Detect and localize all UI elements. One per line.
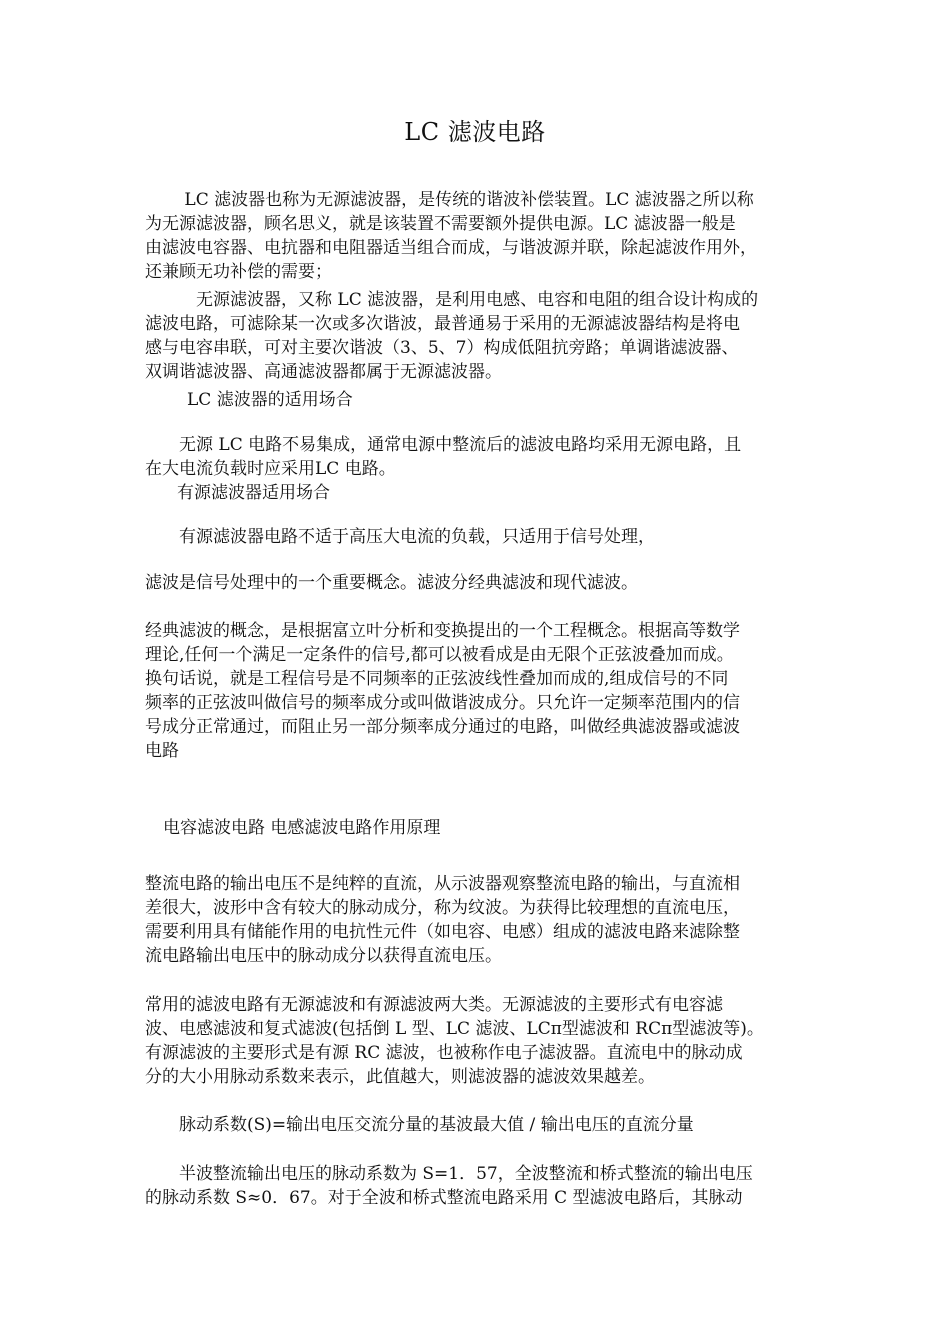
page-title: LC 滤波电路 [404, 118, 546, 146]
text-line: 流电路输出电压中的脉动成分以获得直流电压。 [145, 946, 502, 966]
text-line: 滤波电路，可滤除某一次或多次谐波，最普通易于采用的无源滤波器结构是将电 [145, 314, 740, 334]
text-line: 号成分正常通过，而阻止另一部分频率成分通过的电路，叫做经典滤波器或滤波 [145, 717, 740, 737]
text-line: 差很大，波形中含有较大的脉动成分，称为纹波。为获得比较理想的直流电压， [145, 898, 740, 918]
text-line: 在大电流负载时应采用LC 电路。 [145, 459, 396, 479]
text-line: 整流电路的输出电压不是纯粹的直流，从示波器观察整流电路的输出，与直流相 [145, 874, 740, 894]
text-line: 脉动系数(S)=输出电压交流分量的基波最大值 / 输出电压的直流分量 [145, 1115, 694, 1135]
text-line: 半波整流输出电压的脉动系数为 S=1．57，全波整流和桥式整流的输出电压 [145, 1164, 753, 1184]
text-line: 感与电容串联，可对主要次谐波（3、5、7）构成低阻抗旁路；单调谐滤波器、 [145, 338, 739, 358]
text-line: 无源 LC 电路不易集成，通常电源中整流后的滤波电路均采用无源电路，且 [145, 435, 742, 455]
paragraph-filter-concept [145, 571, 813, 595]
text-line: LC 滤波器也称为无源滤波器，是传统的谐波补偿装置。LC 滤波器之所以称 [145, 190, 754, 210]
paragraph-active-usage [145, 525, 813, 549]
text-line: 波、电感滤波和复式滤波(包括倒 L 型、LC 滤波、LCπ型滤波和 RCπ型滤波等)。 [145, 1019, 764, 1039]
heading-lc-usage: LC 滤波器的适用场合 [187, 390, 353, 410]
text-line: 理论,任何一个满足一定条件的信号,都可以被看成是由无限个正弦波叠加而成。 [145, 645, 734, 665]
text-line: 还兼顾无功补偿的需要； [145, 262, 332, 282]
paragraph-lc-intro [145, 188, 813, 284]
text-line: 滤波是信号处理中的一个重要概念。滤波分经典滤波和现代滤波。 [145, 573, 638, 593]
heading-active-usage: 有源滤波器适用场合 [177, 483, 330, 503]
text-line: 由滤波电容器、电抗器和电阻器适当组合而成，与谐波源并联，除起滤波作用外， [145, 238, 757, 258]
heading-principle: 电容滤波电路 电感滤波电路作用原理 [163, 818, 441, 838]
text-line: 需要利用具有储能作用的电抗性元件（如电容、电感）组成的滤波电路来滤除整 [145, 922, 740, 942]
text-line: 常用的滤波电路有无源滤波和有源滤波两大类。无源滤波的主要形式有电容滤 [145, 995, 723, 1015]
text-line: 频率的正弦波叫做信号的频率成分或叫做谐波成分。只允许一定频率范围内的信 [145, 693, 740, 713]
text-line: 的脉动系数 S≈0．67。对于全波和桥式整流电路采用 C 型滤波电路后，其脉动 [145, 1188, 743, 1208]
text-line: 电路 [145, 741, 179, 761]
paragraph-ripple-values [145, 1162, 813, 1210]
text-line: 双调谐滤波器、高通滤波器都属于无源滤波器。 [145, 362, 502, 382]
formula-ripple-factor [145, 1113, 813, 1137]
paragraph-rectifier-output [145, 872, 813, 968]
text-line: 无源滤波器，又称 LC 滤波器，是利用电感、电容和电阻的组合设计构成的 [145, 290, 759, 310]
text-line: 为无源滤波器，顾名思义，就是该装置不需要额外提供电源。LC 滤波器一般是 [145, 214, 736, 234]
paragraph-lc-usage [145, 433, 813, 481]
text-line: 换句话说，就是工程信号是不同频率的正弦波线性叠加而成的,组成信号的不同 [145, 669, 729, 689]
paragraph-passive-filter [145, 288, 813, 384]
text-line: 有源滤波器电路不适于高压大电流的负载，只适用于信号处理， [145, 527, 655, 547]
paragraph-filter-types [145, 993, 813, 1089]
text-line: 分的大小用脉动系数来表示，此值越大，则滤波器的滤波效果越差。 [145, 1067, 655, 1087]
paragraph-classic-filter [145, 619, 813, 763]
text-line: 经典滤波的概念，是根据富立叶分析和变换提出的一个工程概念。根据高等数学 [145, 621, 740, 641]
text-line: 有源滤波的主要形式是有源 RC 滤波，也被称作电子滤波器。直流电中的脉动成 [145, 1043, 743, 1063]
